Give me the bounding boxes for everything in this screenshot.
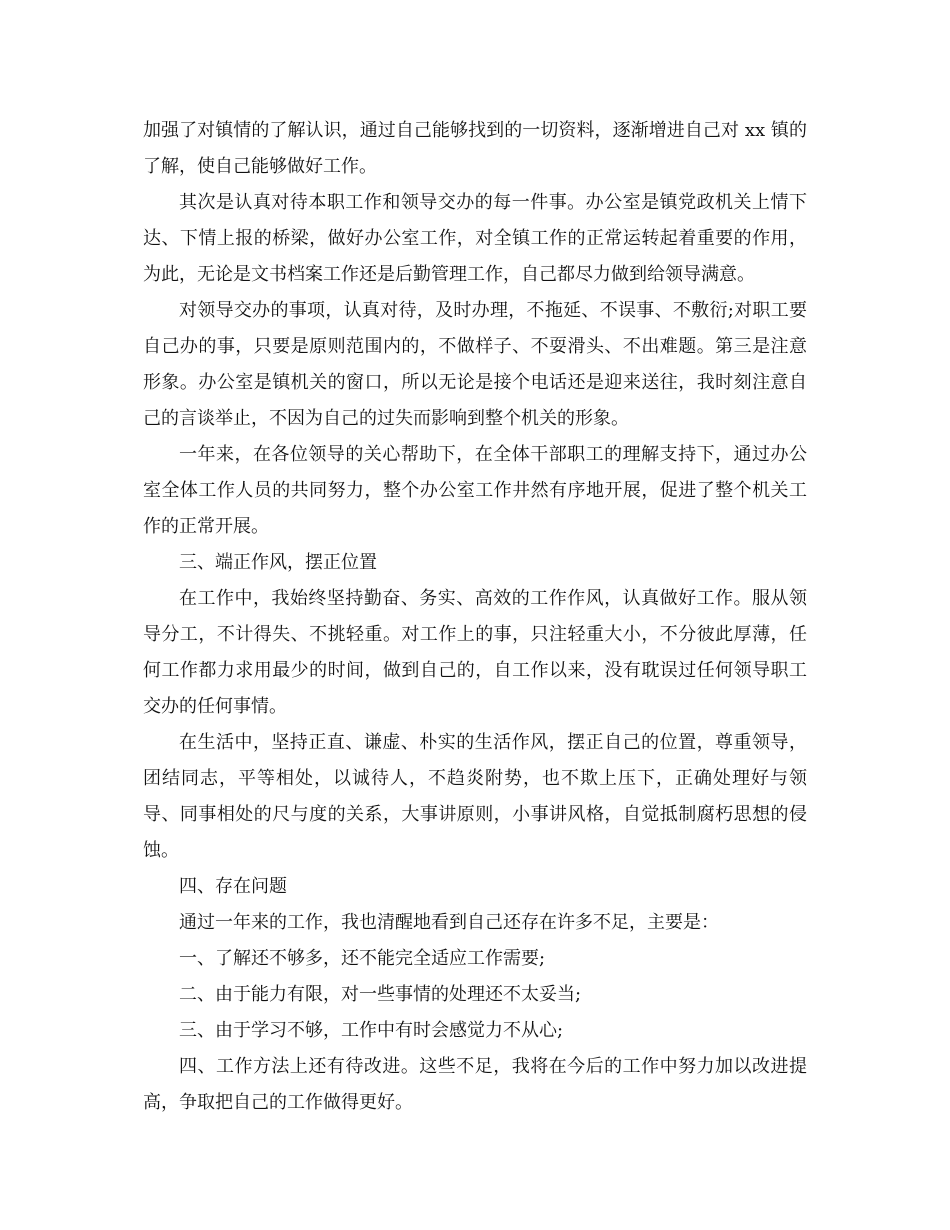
list-item-problem-3: 三、由于学习不够，工作中有时会感觉力不从心; bbox=[179, 1020, 564, 1041]
section-heading-work-style: 三、端正作风，摆正位置 bbox=[179, 552, 377, 573]
list-item-problem-2: 二、由于能力有限，对一些事情的处理还不太妥当; bbox=[179, 984, 582, 1005]
paragraph-problems-intro: 通过一年来的工作，我也清醒地看到自己还存在许多不足，主要是： bbox=[179, 912, 719, 933]
document-body bbox=[143, 113, 807, 1121]
paragraph-work-attitude: 在工作中，我始终坚持勤奋、务实、高效的工作作风，认真做好工作。服从领导分工，不计得失、不挑轻重。对工作上的事，只注轻重大小，不分彼此厚薄，任何工作都力求用最少的时间，做到自己的，自工作以来，没有耽误过任何领导职工交办的任何事情。 bbox=[143, 588, 807, 717]
section-heading-problems: 四、存在问题 bbox=[179, 876, 287, 897]
paragraph-life-attitude: 在生活中，坚持正直、谦虚、朴实的生活作风，摆正自己的位置，尊重领导，团结同志，平等相处，以诚待人，不趋炎附势，也不欺上压下，正确处理好与领导、同事相处的尺与度的关系，大事讲原则，小事讲风格，自觉抵制腐朽思想的侵蚀。 bbox=[143, 732, 807, 861]
paragraph-leadership-tasks: 对领导交办的事项，认真对待，及时办理，不拖延、不误事、不敷衍;对职工要自己办的事，只要是原则范围内的，不做样子、不耍滑头、不出难题。第三是注意形象。办公室是镇机关的窗口，所以无论是接个电话还是迎来送往，我时刻注意自己的言谈举止，不因为自己的过失而影响到整个机关的形象。 bbox=[143, 300, 807, 429]
list-item-problem-4: 四、工作方法上还有待改进。这些不足，我将在今后的工作中努力加以改进提高，争取把自己的工作做得更好。 bbox=[143, 1056, 807, 1113]
paragraph-year-summary: 一年来，在各位领导的关心帮助下，在全体干部职工的理解支持下，通过办公室全体工作人员的共同努力，整个办公室工作井然有序地开展，促进了整个机关工作的正常开展。 bbox=[143, 444, 807, 537]
paragraph-duties: 其次是认真对待本职工作和领导交办的每一件事。办公室是镇党政机关上情下达、下情上报的桥梁，做好办公室工作，对全镇工作的正常运转起着重要的作用，为此，无论是文书档案工作还是后勤管理工作，自己都尽力做到给领导满意。 bbox=[143, 192, 807, 285]
list-item-problem-1: 一、了解还不够多，还不能完全适应工作需要; bbox=[179, 948, 546, 969]
paragraph-continuation: 加强了对镇情的了解认识，通过自己能够找到的一切资料，逐渐增进自己对 xx 镇的了解，使自己能够做好工作。 bbox=[143, 120, 807, 177]
